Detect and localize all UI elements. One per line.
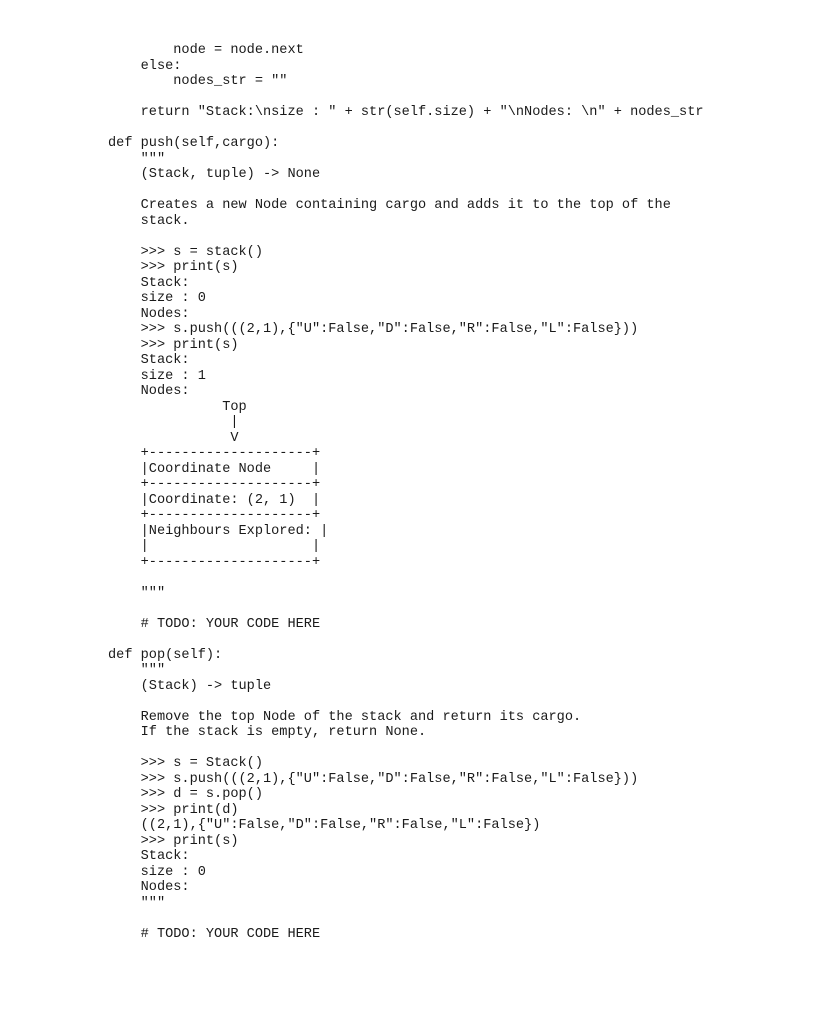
code-line: +--------------------+ xyxy=(108,446,321,461)
code-line: # TODO: YOUR CODE HERE xyxy=(108,617,321,632)
code-line: ((2,1),{"U":False,"D":False,"R":False,"L":False}) xyxy=(108,818,541,833)
code-line: node = node.next xyxy=(108,43,304,58)
code-line: Stack: xyxy=(108,276,190,291)
code-line: >>> s = Stack() xyxy=(108,756,263,771)
code-line: +--------------------+ xyxy=(108,555,321,570)
code-line: +--------------------+ xyxy=(108,477,321,492)
code-line: |Neighbours Explored: | xyxy=(108,524,329,539)
code-line: >>> s.push(((2,1),{"U":False,"D":False,"R":False,"L":False})) xyxy=(108,322,639,337)
code-line: return "Stack:\nsize : " + str(self.size) + "\nNodes: \n" + nodes_str xyxy=(108,105,704,120)
code-line: Stack: xyxy=(108,353,190,368)
code-line: +--------------------+ xyxy=(108,508,321,523)
code-line: |Coordinate: (2, 1) | xyxy=(108,493,321,508)
code-line: (Stack, tuple) -> None xyxy=(108,167,321,182)
code-line: def push(self,cargo): xyxy=(108,136,280,151)
code-line: Stack: xyxy=(108,849,190,864)
code-line: | | xyxy=(108,539,321,554)
code-line: size : 0 xyxy=(108,865,206,880)
code-line: """ xyxy=(108,586,166,601)
code-line: else: xyxy=(108,59,182,74)
code-line: """ xyxy=(108,663,166,678)
code-line: >>> s = stack() xyxy=(108,245,263,260)
code-line: nodes_str = "" xyxy=(108,74,288,89)
code-line: Nodes: xyxy=(108,307,190,322)
code-line: | xyxy=(108,415,239,430)
code-line: >>> print(s) xyxy=(108,260,239,275)
code-line: >>> print(s) xyxy=(108,834,239,849)
code-line: >>> s.push(((2,1),{"U":False,"D":False,"R":False,"L":False})) xyxy=(108,772,639,787)
code-line: >>> print(d) xyxy=(108,803,239,818)
code-line: size : 0 xyxy=(108,291,206,306)
code-line: size : 1 xyxy=(108,369,206,384)
code-line: # TODO: YOUR CODE HERE xyxy=(108,927,321,942)
code-line: Remove the top Node of the stack and return its cargo. xyxy=(108,710,582,725)
code-line: Nodes: xyxy=(108,880,190,895)
code-line: Top xyxy=(108,400,247,415)
code-line: """ xyxy=(108,896,166,911)
code-line: """ xyxy=(108,152,166,167)
code-line: V xyxy=(108,431,239,446)
code-line: Creates a new Node containing cargo and adds it to the top of the xyxy=(108,198,671,213)
code-line: Nodes: xyxy=(108,384,190,399)
code-line: If the stack is empty, return None. xyxy=(108,725,427,740)
code-line: def pop(self): xyxy=(108,648,223,663)
code-line: (Stack) -> tuple xyxy=(108,679,272,694)
code-line: >>> print(s) xyxy=(108,338,239,353)
code-line: |Coordinate Node | xyxy=(108,462,321,477)
code-line: stack. xyxy=(108,214,190,229)
code-line: >>> d = s.pop() xyxy=(108,787,263,802)
